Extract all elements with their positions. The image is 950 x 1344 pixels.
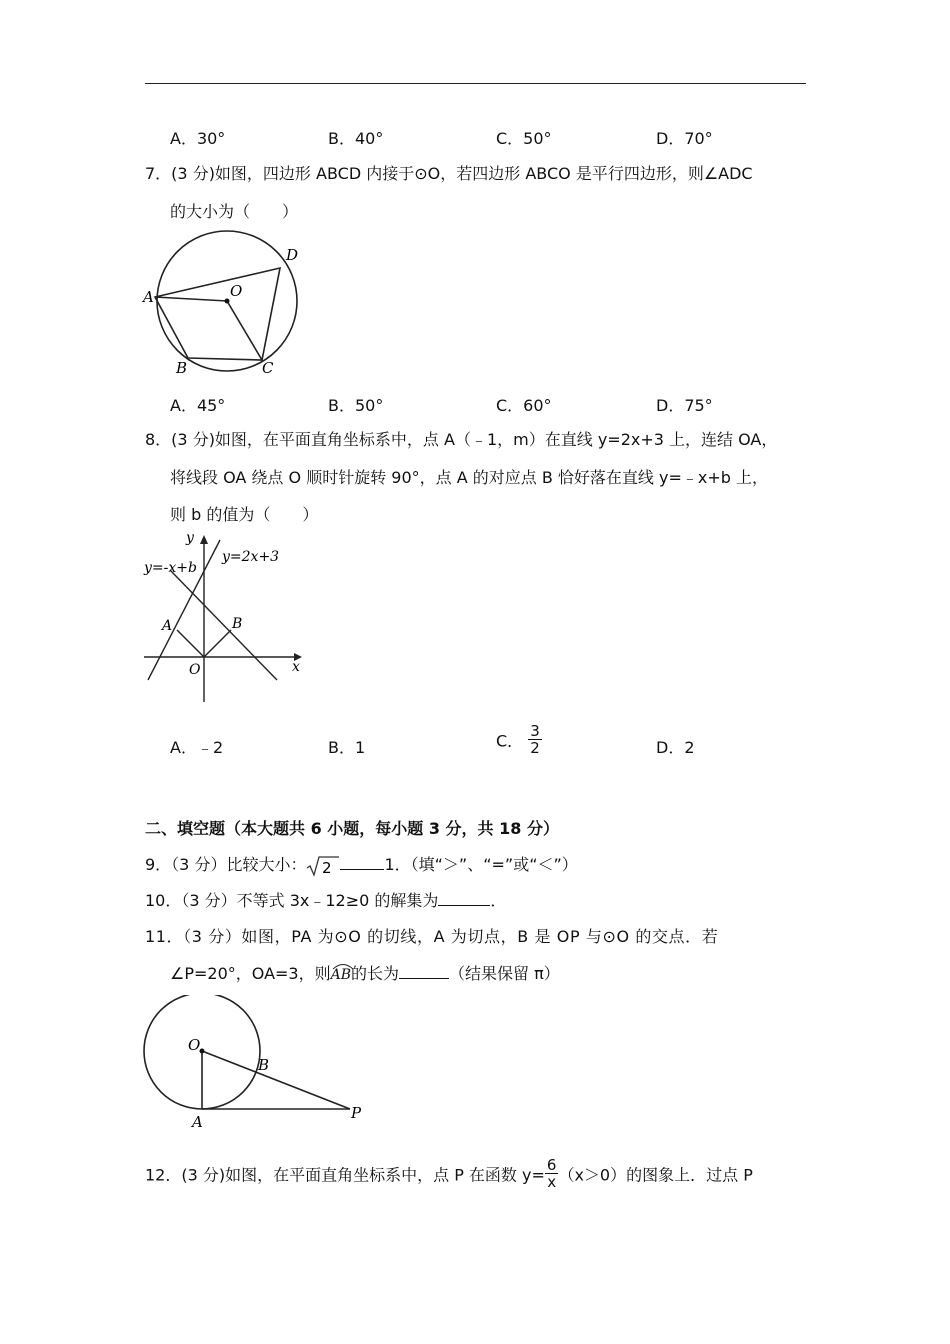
q7-figure [140,228,310,378]
q6-option-b[interactable]: B．40° [328,129,384,148]
q8-option-a[interactable]: A．﹣2 [170,738,224,757]
q12-suffix: （x＞0）的图象上．过点 P [558,1165,753,1185]
q8-line-neg-x-plus-b [170,570,277,680]
q12-stem [145,1158,753,1190]
q11-line2-tail: （结果保留 π） [449,964,560,983]
q8-segment-oa [177,630,204,657]
q6-option-c[interactable]: C．50° [496,129,552,148]
q10-stem [145,888,506,911]
q11-label-o: O [188,1036,201,1054]
q8-label-o: O [189,662,201,678]
q8-stem-line2: 将线段 OA 绕点 O 顺时针旋转 90°，点 A 的对应点 B 恰好落在直线 y=﹣x+b 上， [170,468,768,487]
q7-label-a: A [143,288,154,306]
q7-stem-line1: 7．(3 分)如图，四边形 ABCD 内接于⊙O，若四边形 ABCO 是平行四边形，则∠ADC [145,164,753,183]
q12-denominator: x [547,1173,557,1191]
q8-label-a: A [162,618,173,634]
q7-segment-ao [155,297,227,301]
q8-segment-ob [204,630,231,657]
q8-label-b: B [232,616,243,632]
q7-option-a[interactable]: A．45° [170,396,226,415]
q8-figure [140,530,310,705]
q9-answer-blank[interactable] [340,855,384,870]
q7-segment-oc [227,301,262,360]
q7-label-o: O [230,282,243,300]
q9-prefix: 9．（3 分）比较大小： [145,855,307,874]
q11-answer-blank[interactable] [399,964,449,979]
q11-figure [140,995,370,1130]
q7-option-c[interactable]: C．60° [496,396,552,415]
header-rule [145,83,806,84]
q11-label-a: A [192,1113,203,1130]
q11-label-b: B [258,1056,270,1074]
q9-stem [145,852,578,877]
q7-label-c: C [262,359,274,377]
q9-radicand: 2 [322,858,332,877]
q8-stem-line3: 则 b 的值为（ ） [170,505,319,524]
q8-label-x: x [292,659,300,675]
q8-stem-line1: 8．(3 分)如图，在平面直角坐标系中，点 A（﹣1，m）在直线 y=2x+3 上，连结 OA， [145,430,778,449]
q11-stem-line2 [170,961,560,984]
q9-sqrt-sign [306,855,340,877]
q8-y-arrow [200,535,208,544]
q6-option-a[interactable]: A．30° [170,129,226,148]
q7-label-d: D [286,246,299,264]
q8-label-y: y [186,530,194,546]
q8-label-line2: y=2x+3 [222,549,280,565]
q7-option-d[interactable]: D．75° [656,396,713,415]
q7-option-b[interactable]: B．50° [328,396,384,415]
q12-numerator: 6 [546,1156,557,1174]
q11-line2-suffix: 的长为 [351,964,400,983]
q8-option-d[interactable]: D．2 [656,738,695,757]
q11-arc-mark [331,962,355,970]
q11-arc-ab [331,967,351,983]
q10-prefix: 10．（3 分）不等式 3x﹣12≥0 的解集为 [145,891,439,910]
q7-stem-line2: 的大小为（ ） [170,202,299,221]
q11-stem-line1: 11．（3 分）如图，PA 为⊙O 的切线，A 为切点，B 是 OP 与⊙O 的交点．若 [145,927,719,946]
q11-segment-op [202,1051,350,1109]
q6-option-d[interactable]: D．70° [656,129,713,148]
q10-suffix: ． [490,891,507,910]
q7-label-b: B [176,359,188,377]
q12-fraction [545,1158,559,1190]
q8-option-c-prefix: C． [496,731,524,751]
q9-sqrt [306,855,340,877]
q11-label-p: P [351,1104,362,1122]
q12-prefix: 12．(3 分)如图，在平面直角坐标系中，点 P 在函数 y= [145,1165,545,1185]
q8-option-c[interactable] [496,724,542,756]
section-heading: 二、填空题（本大题共 6 小题，每小题 3 分，共 18 分） [145,819,559,838]
q11-arc-label: AB [330,967,352,983]
q8-option-b[interactable]: B．1 [328,738,366,757]
q8-option-c-numerator: 3 [530,722,540,740]
q8-label-line1: y=-x+b [144,560,197,576]
q8-option-c-denominator: 2 [530,739,540,757]
q9-suffix: 1．（填“＞”、“=”或“＜”） [384,855,578,874]
q10-answer-blank[interactable] [438,891,490,906]
q11-line2-prefix: ∠P=20°，OA=3，则 [170,964,331,983]
q7-center-dot [225,299,230,304]
q8-option-c-fraction [528,724,542,756]
